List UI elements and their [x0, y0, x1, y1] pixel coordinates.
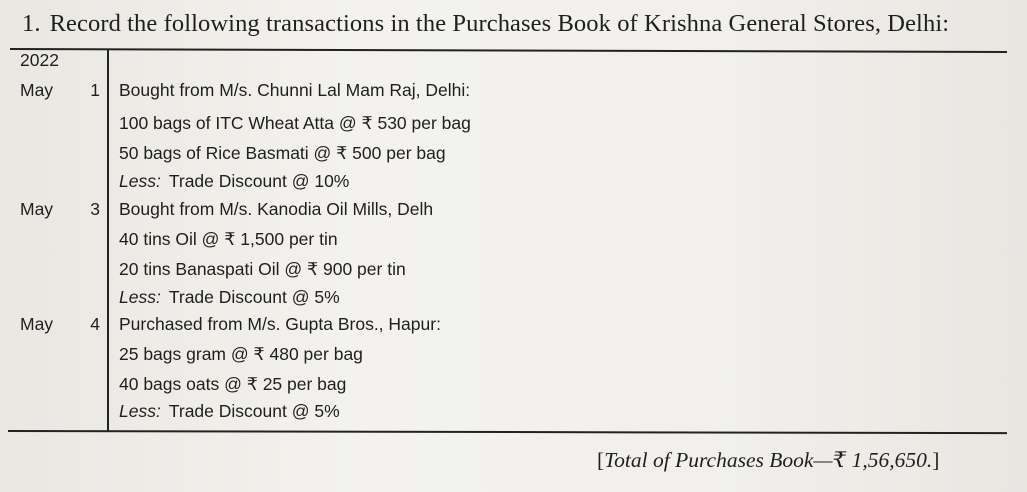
table-row — [0, 143, 1000, 171]
question-number: 1. — [22, 10, 41, 37]
discount-line — [119, 287, 340, 308]
table-row — [0, 314, 1000, 342]
table-row — [0, 113, 1000, 141]
table-row — [0, 199, 1000, 227]
table-row — [0, 287, 1000, 315]
day-cell: 3 — [90, 199, 100, 219]
item-line: 40 tins Oil @ ₹ 1,500 per tin — [119, 229, 338, 249]
answer-open-bracket: [ — [597, 448, 605, 472]
day-cell: 4 — [90, 314, 100, 334]
discount-line — [119, 171, 349, 192]
item-line: 40 bags oats @ ₹ 25 per bag — [119, 374, 347, 394]
discount-text: Trade Discount @ 10% — [168, 171, 350, 191]
table-row — [0, 171, 1000, 199]
item-line: 20 tins Banaspati Oil @ ₹ 900 per tin — [119, 259, 406, 279]
table-top-rule — [10, 48, 1007, 53]
answer-label: Total of Purchases Book—₹ 1,56,650. — [604, 448, 933, 472]
supplier-line: Purchased from M/s. Gupta Bros., Hapur: — [119, 314, 441, 334]
discount-text: Trade Discount @ 5% — [168, 287, 340, 307]
item-line: 25 bags gram @ ₹ 480 per bag — [119, 344, 363, 364]
month-cell: May — [20, 80, 54, 100]
table-row — [0, 259, 1000, 287]
question-heading — [22, 10, 949, 38]
month-cell: May — [20, 314, 54, 334]
year-cell: 2022 — [20, 50, 59, 70]
answer-total — [597, 448, 939, 473]
table-row — [0, 229, 1000, 257]
table-row — [0, 374, 1000, 402]
discount-text: Trade Discount @ 5% — [168, 401, 340, 421]
supplier-line: Bought from M/s. Chunni Lal Mam Raj, Delhi: — [119, 80, 471, 100]
item-line: 100 bags of ITC Wheat Atta @ ₹ 530 per bag — [119, 113, 471, 133]
item-line: 50 bags of Rice Basmati @ ₹ 500 per bag — [119, 143, 446, 163]
question-text: Record the following transactions in the Purchases Book of Krishna General Stores, Delhi: — [49, 10, 950, 37]
table-row — [0, 344, 1000, 372]
answer-close-bracket: ] — [932, 448, 940, 472]
less-label: Less: — [119, 401, 161, 421]
supplier-line: Bought from M/s. Kanodia Oil Mills, Delh — [119, 199, 434, 219]
discount-line — [119, 401, 340, 422]
table-bottom-rule — [8, 430, 1007, 434]
less-label: Less: — [119, 287, 161, 307]
month-cell: May — [20, 199, 54, 219]
table-row — [0, 80, 1000, 108]
less-label: Less: — [119, 171, 161, 191]
table-row — [0, 401, 1000, 429]
day-cell: 1 — [90, 80, 100, 100]
